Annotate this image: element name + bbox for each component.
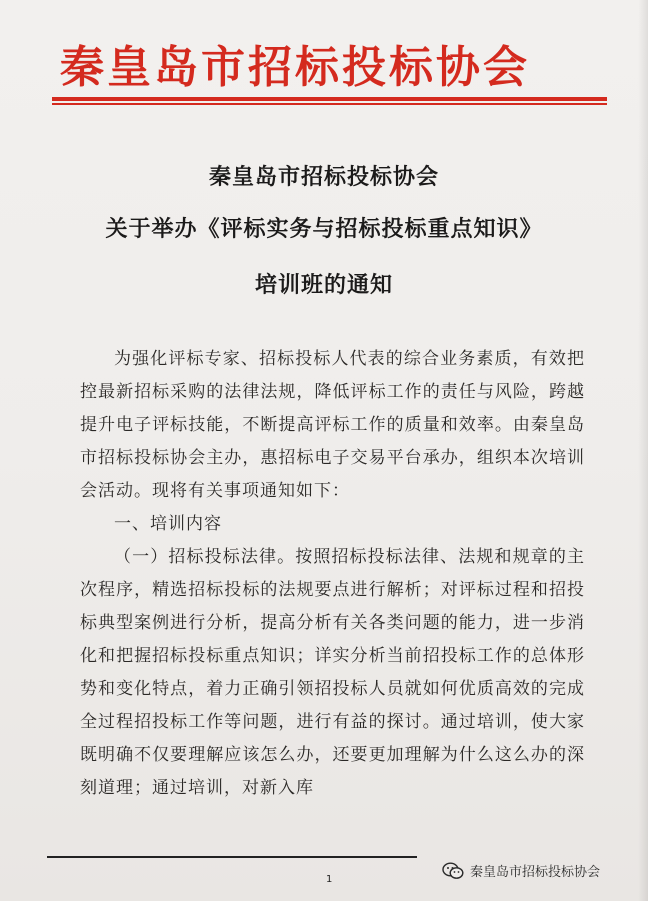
watermark-text: 秦皇岛市招标投标协会 [470, 865, 601, 880]
letterhead-title: 秦皇岛市招标投标协会 [60, 42, 530, 93]
doc-title-line3: 培训班的通知 [254, 272, 393, 298]
doc-title-line2: 关于举办《评标实务与招标投标重点知识》 [105, 216, 543, 242]
doc-title-line1: 秦皇岛市招标投标协会 [208, 164, 439, 190]
section-heading: 一、培训内容 [114, 514, 222, 534]
letterhead-rule-thin [52, 103, 607, 105]
wechat-icon [442, 862, 464, 880]
paragraph-intro: 为强化评标专家、招标投标人代表的综合业务素质，有效把控最新招标采购的法律法规，降低评标工作的责任与风险，跨越提升电子评标技能，不断提高评标工作的质量和效率。由秦皇岛市招标投标协会主办，惠招标电子交易平台承办，组织本次培训会活动。现将有关事项通知如下： [80, 349, 585, 501]
page-shadow [638, 0, 648, 901]
page-number: 1 [326, 874, 333, 885]
watermark [442, 861, 600, 880]
paragraph-section1: （一）招标投标法律。按照招标投标法律、法规和规章的主次程序，精选招标投标的法规要点进行解析；对评标过程和招投标典型案例进行分析，提高分析有关各类问题的能力，进一步消化和把握招标投标重点知识；详实分析当前招投标工作的总体形势和变化特点，着力正确引领招投标人员就如何优质高效的完成全过程招投标工作等问题，进行有益的探讨。通过培训，使大家既明确不仅要理解应该怎么办，还要更加理解为什么这么办的深刻道理；通过培训，对新入库 [80, 547, 585, 798]
letterhead-rule-thick [52, 97, 607, 101]
footer-rule [47, 856, 417, 858]
document-body [80, 343, 585, 805]
